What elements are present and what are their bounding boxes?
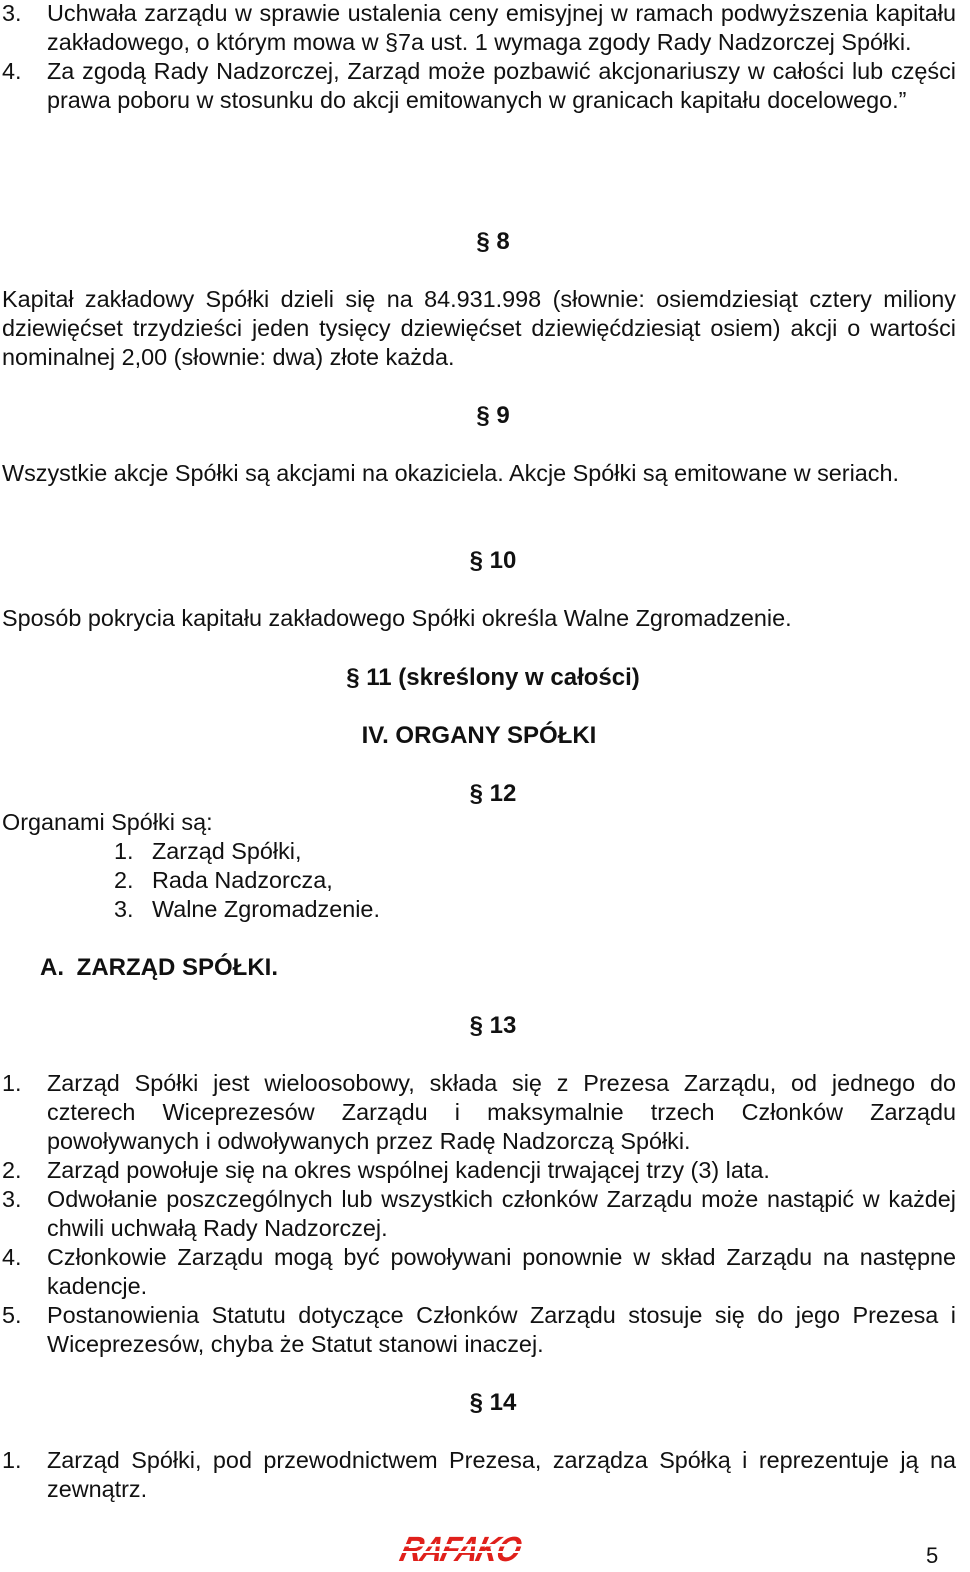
- section-heading-12: § 12: [469, 780, 517, 807]
- list-number: 3.: [114, 896, 134, 922]
- list-text: Odwołanie poszczególnych lub wszystkich członków Zarządu może nastąpić w każdej chwili uchwałą Rady Nadzorczej.: [47, 1186, 956, 1241]
- section-heading-14: § 14: [469, 1389, 517, 1416]
- list-number: 2.: [2, 1157, 22, 1183]
- section-heading-9: § 9: [476, 402, 510, 429]
- list-item: [2, 1446, 956, 1504]
- section-14-list: [2, 1446, 956, 1504]
- subchapter-heading: [40, 953, 278, 982]
- list-number: 2.: [114, 867, 134, 893]
- organs-list: [2, 837, 714, 924]
- list-item: [114, 837, 714, 866]
- list-text: Zarząd Spółki jest wieloosobowy, składa się z Prezesa Zarządu, od jednego do czterech Wiceprezesów Zarządu i maksymalnie trzech Członków Zarządu powoływanych i odwoływanych przez Radę Nadzorczą Spółki.: [47, 1070, 956, 1154]
- list-text: Zarząd Spółki, pod przewodnictwem Prezesa, zarządza Spółką i reprezentuje ją na zewnątrz.: [47, 1447, 956, 1502]
- rafako-logo: [396, 1529, 542, 1569]
- list-number: 1.: [2, 1070, 22, 1096]
- top-list: [2, 0, 956, 115]
- list-item: [2, 0, 956, 57]
- list-item: [114, 866, 714, 895]
- section-heading-10: § 10: [469, 547, 517, 574]
- list-item: [2, 1301, 956, 1359]
- list-number: 3.: [2, 0, 22, 26]
- list-item: [2, 1243, 956, 1301]
- list-item: [2, 1156, 956, 1185]
- list-text: Zarząd powołuje się na okres wspólnej kadencji trwającej trzy (3) lata.: [47, 1157, 770, 1183]
- section-10-text: Sposób pokrycia kapitału zakładowego Spółki określa Walne Zgromadzenie.: [2, 605, 792, 631]
- list-number: 4.: [2, 58, 22, 84]
- list-item: [2, 1069, 956, 1156]
- list-number: 4.: [2, 1244, 22, 1270]
- section-heading-11: § 11 (skreślony w całości): [346, 664, 640, 691]
- svg-text:RAFAKO: RAFAKO: [396, 1529, 542, 1569]
- list-item: [114, 895, 714, 924]
- list-text: Uchwała zarządu w sprawie ustalenia ceny emisyjnej w ramach podwyższenia kapitału zakładowego, o którym mowa w §7a ust. 1 wymaga zgody Rady Nadzorczej Spółki.: [47, 0, 956, 55]
- subchapter-title: ZARZĄD SPÓŁKI.: [76, 954, 278, 981]
- section-heading-13: § 13: [469, 1012, 517, 1039]
- section-12-intro: Organami Spółki są:: [2, 809, 213, 835]
- list-text: Walne Zgromadzenie.: [152, 896, 380, 922]
- list-item: [2, 57, 956, 115]
- list-number: 5.: [2, 1302, 22, 1328]
- list-item: [2, 1185, 956, 1243]
- section-13-list: [2, 1069, 956, 1359]
- list-text: Za zgodą Rady Nadzorczej, Zarząd może pozbawić akcjonariuszy w całości lub części prawa poboru w stosunku do akcji emitowanych w granicach kapitału docelowego.”: [47, 58, 956, 113]
- list-text: Rada Nadzorcza,: [152, 867, 333, 893]
- list-text: Zarząd Spółki,: [152, 838, 302, 864]
- page-number: 5: [926, 1543, 939, 1568]
- section-heading-8: § 8: [476, 228, 510, 255]
- chapter-heading: IV. ORGANY SPÓŁKI: [361, 722, 597, 749]
- list-number: 1.: [114, 838, 134, 864]
- subchapter-letter: A.: [40, 954, 64, 981]
- list-text: Postanowienia Statutu dotyczące Członków Zarządu stosuje się do jego Prezesa i Wiceprezesów, chyba że Statut stanowi inaczej.: [47, 1302, 956, 1357]
- list-number: 1.: [2, 1447, 22, 1473]
- section-9-text: Wszystkie akcje Spółki są akcjami na okaziciela. Akcje Spółki są emitowane w seriach.: [2, 460, 899, 486]
- section-8-text: Kapitał zakładowy Spółki dzieli się na 84.931.998 (słownie: osiemdziesiąt cztery miliony dziewięćset trzydzieści jeden tysięcy dziewięćset dziewięćdziesiąt osiem) akcji o wartości nominalnej 2,00 (słownie: dwa) złote każda.: [2, 286, 956, 370]
- list-text: Członkowie Zarządu mogą być powoływani ponownie w skład Zarządu na następne kadencje.: [47, 1244, 956, 1299]
- list-number: 3.: [2, 1186, 22, 1212]
